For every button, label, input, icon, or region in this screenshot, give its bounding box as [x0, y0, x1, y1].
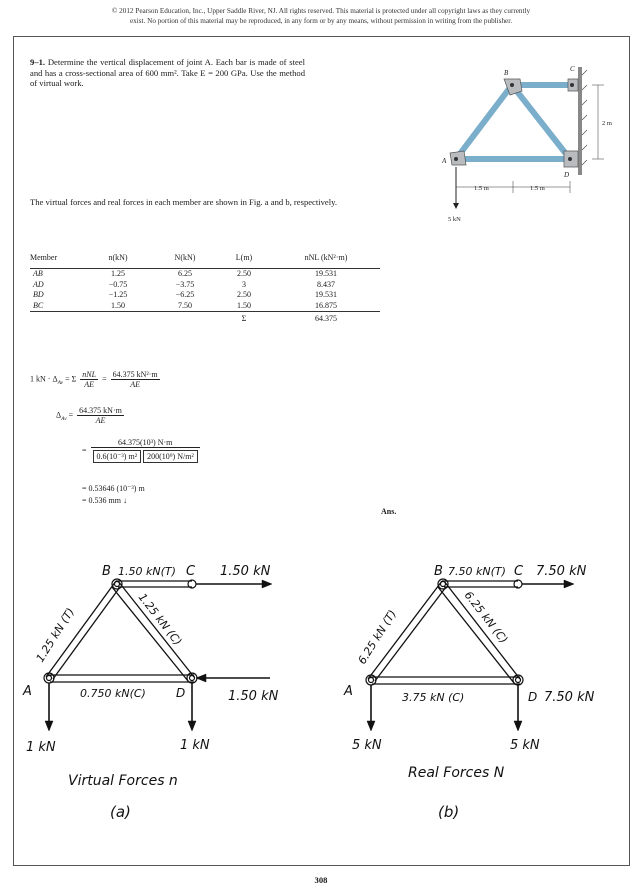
- real-title: Real Forces N: [408, 765, 505, 781]
- real-c-load: 7.50 kN: [536, 564, 587, 579]
- eq2-lhs: Δ: [56, 410, 62, 420]
- gusset-plates: [450, 79, 578, 167]
- intro-text: The virtual forces and real forces in each member are shown in Fig. a and b, respectively.: [30, 197, 338, 207]
- eq1-frac-1: $\frac{\text{nNL}}{AE}$: [82, 370, 97, 389]
- forces-table: [30, 250, 380, 325]
- real-tag: (b): [438, 803, 460, 821]
- virtual-bd-force: 1.25 kN (C): [135, 590, 185, 648]
- real-ad-force: 3.75 kN (C): [402, 691, 465, 704]
- cell: 1.50: [237, 300, 251, 310]
- cell: 2.50: [237, 269, 251, 278]
- equation-line-5: = 0.536 mm ↓: [82, 496, 127, 505]
- col-nNL: nNL (kN²·m): [272, 250, 380, 269]
- cell: 16.875: [315, 300, 337, 310]
- col-n: n(kN): [82, 250, 154, 269]
- cell: −3.75: [175, 279, 195, 289]
- table-sum-row: [30, 312, 380, 325]
- dim-height: 2 m: [602, 120, 612, 127]
- sum-value: 64.375: [272, 312, 380, 325]
- cell: 6.25: [178, 269, 192, 278]
- real-bd-force: 6.25 kN (C): [461, 588, 511, 646]
- virtual-tag: (a): [110, 803, 131, 821]
- virtual-d-reaction: 1.50 kN: [228, 689, 279, 704]
- virtual-d-load: 1 kN: [180, 738, 210, 753]
- copyright-line-2: exist. No portion of this material may be reproduced, in any form or by any means, without permission in writing from the publisher.: [129, 16, 513, 25]
- cell: 1.50: [111, 300, 125, 310]
- truss-members: [456, 85, 572, 159]
- real-forces-figure: [338, 555, 628, 825]
- copyright-notice: [0, 7, 642, 26]
- virtual-joint-b: B: [102, 564, 111, 579]
- problem-statement: [30, 57, 305, 89]
- real-bc-force: 7.50 kN(T): [448, 565, 506, 578]
- cell: 7.50: [178, 300, 192, 310]
- virtual-joint-c: C: [186, 564, 196, 579]
- member-bd: [512, 85, 570, 159]
- sum-symbol: Σ: [216, 312, 272, 325]
- problem-number: 9–1.: [30, 57, 46, 67]
- eq1-frac-2: $\frac{\text{64.375 kN²·m}}{AE}$: [112, 370, 158, 389]
- table-header-row: [30, 250, 380, 269]
- wall-hatching: [582, 70, 587, 165]
- fig-label-d: D: [564, 171, 570, 179]
- equation-line-1: [30, 370, 162, 389]
- page-number: 308: [314, 875, 328, 885]
- real-d-load: 5 kN: [510, 738, 540, 753]
- eq1-eq: = Σ: [63, 374, 77, 384]
- virtual-a-load: 1 kN: [26, 740, 56, 755]
- fig-label-b: B: [504, 69, 509, 77]
- wall-support: [578, 67, 582, 175]
- cell: AD: [33, 279, 44, 289]
- pins: [454, 83, 574, 161]
- cell: −0.75: [108, 279, 128, 289]
- virtual-title: Virtual Forces n: [68, 773, 178, 789]
- eq1-lhs: 1 kN · Δ: [30, 374, 58, 384]
- cell: 19.531: [315, 269, 337, 278]
- truss-figure: [438, 55, 618, 235]
- virtual-ab-force: 1.25 kN (T): [33, 605, 78, 665]
- col-member: Member: [30, 250, 82, 269]
- virtual-joint-a: A: [23, 684, 32, 699]
- fig-label-a: A: [442, 157, 447, 165]
- table-row: [30, 301, 380, 312]
- virtual-c-load: 1.50 kN: [220, 564, 271, 579]
- cell: BC: [33, 300, 44, 310]
- eq1-eq2: =: [100, 374, 109, 384]
- equation-line-2: [56, 406, 126, 425]
- virtual-arrows: [45, 580, 272, 731]
- col-L: L(m): [216, 250, 272, 269]
- virtual-forces-figure: [20, 555, 310, 825]
- cell: 1.25: [111, 269, 125, 278]
- eq1-sub: Av: [57, 379, 64, 386]
- equation-line-4: = 0.53646 (10⁻³) m: [82, 484, 145, 493]
- real-a-load: 5 kN: [352, 738, 382, 753]
- col-N: N(kN): [154, 250, 216, 269]
- virtual-joint-d: D: [176, 686, 186, 700]
- eq2-eq: =: [66, 410, 76, 420]
- table-row: [30, 269, 380, 280]
- virtual-ad-force: 0.750 kN(C): [80, 687, 146, 700]
- cell: 19.531: [315, 290, 337, 299]
- real-d-reaction: 7.50 kN: [544, 690, 595, 705]
- virtual-bc-force: 1.50 kN(T): [118, 565, 176, 578]
- cell: 8.437: [317, 279, 335, 289]
- cell: 2.50: [237, 290, 251, 299]
- table-row: [30, 280, 380, 291]
- load-arrowhead: [453, 203, 459, 209]
- cell: −6.25: [175, 290, 195, 299]
- eq2-sub: Av: [61, 415, 67, 422]
- dim-left: 1.5 m: [474, 185, 489, 192]
- fig-label-c: C: [570, 65, 575, 73]
- real-joint-a: A: [344, 684, 353, 699]
- dim-right: 1.5 m: [530, 185, 545, 192]
- cell: 3: [242, 279, 246, 289]
- cell: BD: [33, 290, 44, 299]
- copyright-line-1: © 2012 Pearson Education, Inc., Upper Saddle River, NJ. All rights reserved. This material is protected under all copyright laws as they currently: [111, 7, 531, 15]
- real-joint-b: B: [434, 564, 443, 579]
- equation-line-3: [82, 438, 202, 463]
- real-joint-c: C: [514, 564, 524, 579]
- eq3-frac: $\frac{\text{64.375(10³) N·m}}{\text{0.6(10⁻³) m² 200(10⁹) N/m²}}$: [91, 438, 200, 463]
- member-ab: [456, 85, 512, 159]
- eq3-eq: =: [82, 446, 89, 455]
- eq2-frac: $\frac{64.375 kN\cdot m}{AE}$: [79, 406, 122, 425]
- eq3-den-modulus: 200(10⁹) N/m²: [143, 450, 198, 463]
- real-ab-force: 6.25 kN (T): [355, 607, 400, 667]
- problem-text: Determine the vertical displacement of joint A. Each bar is made of steel and has a cross-sectional area of 600 mm². Take E = 200 GPa. Use the method of virtual work.: [30, 57, 305, 89]
- fig-load-label: 5 kN: [448, 216, 461, 223]
- table-row: [30, 290, 380, 301]
- real-joint-d: D: [528, 690, 538, 704]
- answer-label: Ans.: [381, 507, 397, 516]
- eq3-den-area: 0.6(10⁻³) m²: [93, 450, 142, 463]
- cell: AB: [33, 269, 43, 278]
- cell: −1.25: [108, 290, 128, 299]
